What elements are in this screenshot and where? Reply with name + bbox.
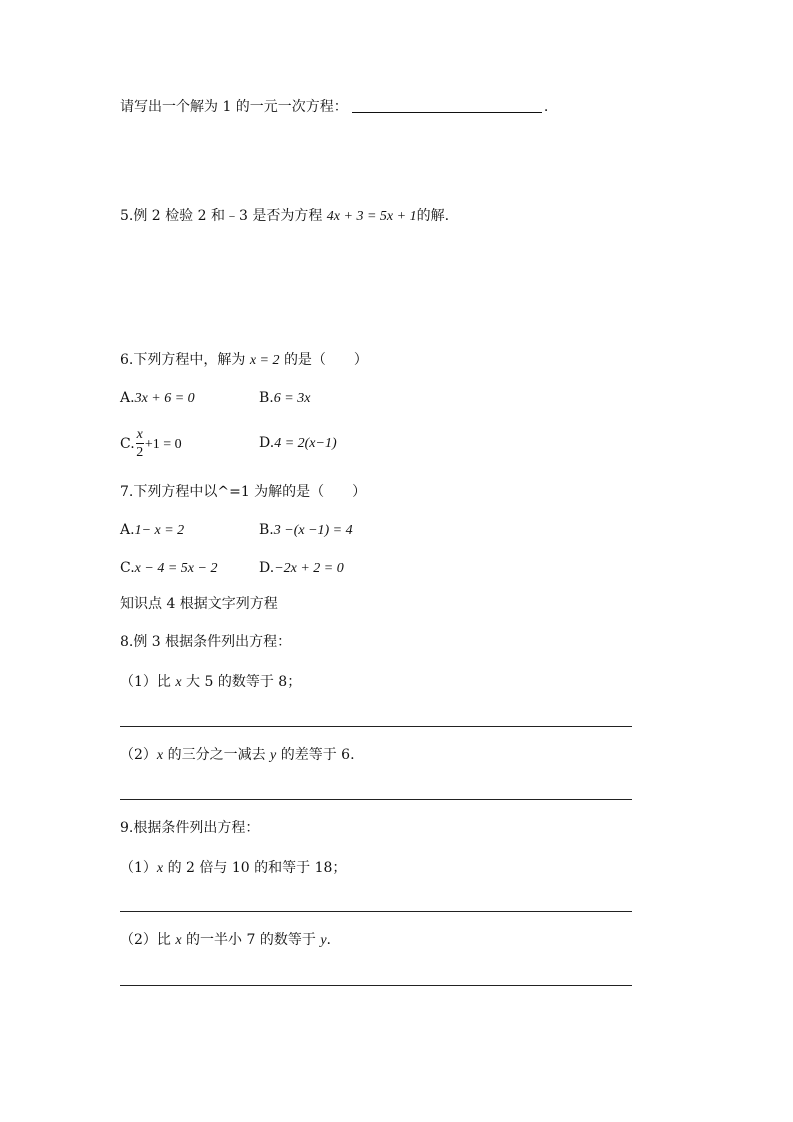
- part-text: （2）: [120, 747, 157, 763]
- option-label: A.: [120, 390, 135, 406]
- fraction: [136, 428, 144, 460]
- option-label: D.: [259, 560, 275, 576]
- question-5: [120, 206, 449, 227]
- question-6-condition: x = 2: [249, 353, 280, 368]
- variable: x: [156, 861, 164, 876]
- question-9-part-2: [120, 930, 331, 951]
- question-5-prefix: 5.例 2 检验 2 和﹣3 是否为方程: [120, 208, 323, 224]
- question-8-part-1: [120, 672, 301, 693]
- q7-option-d: [259, 558, 344, 579]
- q7-option-b: [259, 520, 353, 541]
- part-text: （1）: [120, 860, 157, 876]
- q7-option-c: [120, 558, 217, 579]
- option-expr: 3x + 6 = 0: [134, 391, 195, 406]
- part-text: 的差等于 6.: [280, 747, 355, 763]
- q6-option-b: [259, 388, 310, 409]
- variable: y: [320, 933, 327, 948]
- part-text: 的 2 倍与 10 的和等于 18；: [167, 860, 347, 876]
- section-title: 知识点 4 根据文字列方程: [120, 596, 278, 612]
- question-5-suffix: 的解.: [416, 208, 450, 224]
- variable: x: [156, 748, 164, 763]
- option-expr: +1 = 0: [144, 437, 182, 452]
- answer-line-9-2[interactable]: [120, 985, 632, 986]
- variable: y: [270, 748, 277, 763]
- question-4-text: 请写出一个解为 1 的一元一次方程：: [120, 99, 348, 115]
- option-expr: x − 4 = 5x − 2: [134, 561, 218, 576]
- question-8: [120, 632, 291, 652]
- option-expr: 1− x = 2: [134, 523, 185, 538]
- q6-option-c: [120, 426, 182, 463]
- q6-option-d: [259, 433, 337, 454]
- answer-line-9-1[interactable]: [120, 911, 632, 912]
- option-label: A.: [120, 522, 135, 538]
- option-label: B.: [259, 522, 274, 538]
- part-text: 的一半小 7 的数等于: [186, 932, 316, 948]
- section-heading: [120, 594, 278, 614]
- question-6-suffix: 的是（ ）: [283, 352, 368, 368]
- answer-line-8-1[interactable]: [120, 726, 632, 727]
- variable: x: [175, 933, 182, 948]
- question-5-equation: 4x + 3 = 5x + 1: [326, 209, 417, 224]
- q6-option-a: [120, 388, 195, 409]
- question-8-title: 8.例 3 根据条件列出方程：: [120, 634, 292, 650]
- question-8-part-2: [120, 745, 355, 766]
- fraction-denominator: 2: [136, 445, 144, 460]
- part-text: 大 5 的数等于 8；: [186, 674, 302, 690]
- question-9: [120, 818, 259, 838]
- option-expr: −2x + 2 = 0: [274, 561, 344, 576]
- answer-line-8-2[interactable]: [120, 799, 632, 800]
- option-label: B.: [259, 390, 274, 406]
- answer-blank[interactable]: [352, 98, 542, 113]
- question-7-text: 7.下列方程中以^=1 为解的是（ ）: [120, 484, 367, 500]
- part-text: （1）比: [120, 674, 171, 690]
- part-text: （2）比: [120, 932, 171, 948]
- part-text: 的三分之一减去: [167, 747, 266, 763]
- question-9-part-1: [120, 858, 346, 879]
- question-6: [120, 350, 368, 371]
- question-6-prefix: 6.下列方程中，解为: [120, 352, 246, 368]
- question-4-end: .: [543, 99, 549, 115]
- q7-option-a: [120, 520, 184, 541]
- question-7: [120, 482, 366, 502]
- variable: x: [175, 675, 182, 690]
- question-4: [120, 97, 548, 117]
- option-label: D.: [259, 435, 275, 451]
- option-expr: 4 = 2(x−1): [274, 436, 337, 451]
- option-expr: 3 −(x −1) = 4: [273, 523, 353, 538]
- option-expr: 6 = 3x: [273, 391, 311, 406]
- question-9-title: 9.根据条件列出方程：: [120, 820, 260, 836]
- option-label: C.: [120, 560, 135, 576]
- part-text: .: [326, 932, 331, 948]
- fraction-numerator: x: [136, 427, 143, 442]
- option-label: C.: [120, 436, 135, 452]
